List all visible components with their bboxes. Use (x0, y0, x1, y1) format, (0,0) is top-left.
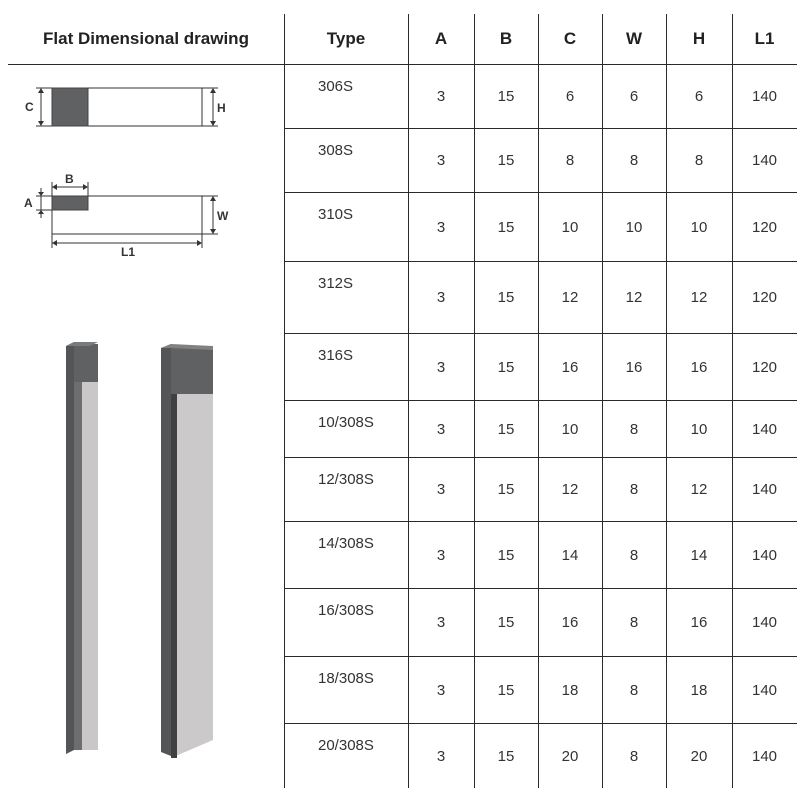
side-view-diagram (36, 182, 218, 248)
value-cell-w: 8 (629, 748, 639, 765)
header-a: A (434, 29, 448, 48)
table-row-divider (284, 788, 797, 789)
value-cell-h: 8 (694, 152, 704, 169)
value-cell-h: 10 (690, 219, 708, 236)
value-cell-w: 16 (625, 359, 643, 376)
header-l1: L1 (754, 29, 775, 48)
type-cell: 308S (318, 142, 354, 159)
label-a: A (24, 196, 33, 210)
header-w: W (625, 29, 643, 48)
table-column-divider (284, 14, 285, 788)
label-l1: L1 (121, 245, 136, 259)
label-c: C (25, 100, 34, 114)
value-cell-w: 10 (625, 219, 643, 236)
value-cell-c: 14 (561, 547, 579, 564)
table-column-divider (797, 14, 798, 788)
value-cell-c: 16 (561, 614, 579, 631)
value-cell-a: 3 (436, 547, 446, 564)
front-view-diagram (36, 88, 218, 126)
value-cell-l1: 120 (751, 289, 778, 306)
value-cell-w: 12 (625, 289, 643, 306)
table-column-divider (474, 14, 475, 788)
header-h: H (692, 29, 706, 48)
value-cell-b: 15 (497, 359, 515, 376)
value-cell-b: 15 (497, 547, 515, 564)
value-cell-h: 14 (690, 547, 708, 564)
table-row-divider (284, 457, 797, 458)
header-b: B (499, 29, 513, 48)
table-row-divider (284, 521, 797, 522)
header-c: C (563, 29, 577, 48)
header-type: Type (326, 29, 366, 48)
table-row-divider (284, 588, 797, 589)
type-cell: 14/308S (318, 535, 374, 552)
table-column-divider (8, 14, 9, 788)
tool-bit-image-2 (161, 344, 213, 758)
label-b: B (65, 172, 74, 186)
value-cell-a: 3 (436, 289, 446, 306)
table-row-divider (284, 333, 797, 334)
table-row-divider (284, 400, 797, 401)
table-column-divider (732, 14, 733, 788)
type-cell: 306S (318, 78, 354, 95)
value-cell-c: 18 (561, 682, 579, 699)
table-row-divider (284, 261, 797, 262)
value-cell-a: 3 (436, 152, 446, 169)
tool-bit-image-1 (66, 342, 98, 754)
value-cell-b: 15 (497, 481, 515, 498)
value-cell-c: 20 (561, 748, 579, 765)
value-cell-w: 8 (629, 481, 639, 498)
value-cell-l1: 120 (751, 219, 778, 236)
value-cell-h: 16 (690, 359, 708, 376)
table-row-divider (8, 14, 797, 15)
value-cell-b: 15 (497, 614, 515, 631)
type-cell: 316S (318, 347, 354, 364)
value-cell-c: 8 (565, 152, 575, 169)
carbide-tip-front (52, 88, 88, 126)
value-cell-a: 3 (436, 614, 446, 631)
type-cell: 18/308S (318, 670, 374, 687)
value-cell-l1: 140 (751, 547, 778, 564)
value-cell-l1: 140 (751, 682, 778, 699)
value-cell-a: 3 (436, 219, 446, 236)
value-cell-b: 15 (497, 219, 515, 236)
value-cell-b: 15 (497, 682, 515, 699)
value-cell-a: 3 (436, 481, 446, 498)
table-column-divider (666, 14, 667, 788)
value-cell-b: 15 (497, 289, 515, 306)
type-cell: 312S (318, 275, 354, 292)
carbide-tip-photo-2 (171, 346, 213, 394)
value-cell-w: 8 (629, 547, 639, 564)
value-cell-h: 10 (690, 421, 708, 438)
value-cell-c: 12 (561, 481, 579, 498)
value-cell-b: 15 (497, 421, 515, 438)
value-cell-h: 6 (694, 88, 704, 105)
value-cell-h: 16 (690, 614, 708, 631)
value-cell-w: 8 (629, 682, 639, 699)
dimensional-drawing (8, 64, 284, 788)
value-cell-h: 18 (690, 682, 708, 699)
value-cell-h: 12 (690, 481, 708, 498)
value-cell-w: 8 (629, 421, 639, 438)
table-row-divider (284, 723, 797, 724)
type-cell: 20/308S (318, 737, 374, 754)
label-w: W (217, 209, 229, 223)
value-cell-a: 3 (436, 359, 446, 376)
value-cell-c: 10 (561, 421, 579, 438)
value-cell-l1: 140 (751, 421, 778, 438)
value-cell-c: 6 (565, 88, 575, 105)
value-cell-a: 3 (436, 88, 446, 105)
value-cell-w: 8 (629, 614, 639, 631)
value-cell-b: 15 (497, 88, 515, 105)
type-cell: 310S (318, 206, 354, 223)
table-column-divider (408, 14, 409, 788)
header-drawing: Flat Dimensional drawing (43, 29, 249, 48)
table-row-divider (284, 128, 797, 129)
value-cell-l1: 140 (751, 152, 778, 169)
value-cell-l1: 140 (751, 88, 778, 105)
value-cell-c: 10 (561, 219, 579, 236)
value-cell-w: 8 (629, 152, 639, 169)
type-cell: 16/308S (318, 602, 374, 619)
value-cell-a: 3 (436, 748, 446, 765)
value-cell-a: 3 (436, 421, 446, 438)
value-cell-c: 16 (561, 359, 579, 376)
value-cell-h: 20 (690, 748, 708, 765)
value-cell-l1: 140 (751, 481, 778, 498)
value-cell-b: 15 (497, 152, 515, 169)
value-cell-b: 15 (497, 748, 515, 765)
value-cell-h: 12 (690, 289, 708, 306)
carbide-tip-photo-1 (74, 344, 98, 382)
value-cell-l1: 140 (751, 748, 778, 765)
table-column-divider (602, 14, 603, 788)
value-cell-a: 3 (436, 682, 446, 699)
table-row-divider (284, 192, 797, 193)
value-cell-c: 12 (561, 289, 579, 306)
table-row-divider (8, 64, 797, 65)
type-cell: 12/308S (318, 471, 374, 488)
value-cell-l1: 140 (751, 614, 778, 631)
value-cell-w: 6 (629, 88, 639, 105)
table-column-divider (538, 14, 539, 788)
carbide-tip-side (52, 196, 88, 210)
type-cell: 10/308S (318, 414, 374, 431)
spec-table (8, 14, 797, 788)
label-h: H (217, 101, 226, 115)
table-row-divider (284, 656, 797, 657)
value-cell-l1: 120 (751, 359, 778, 376)
